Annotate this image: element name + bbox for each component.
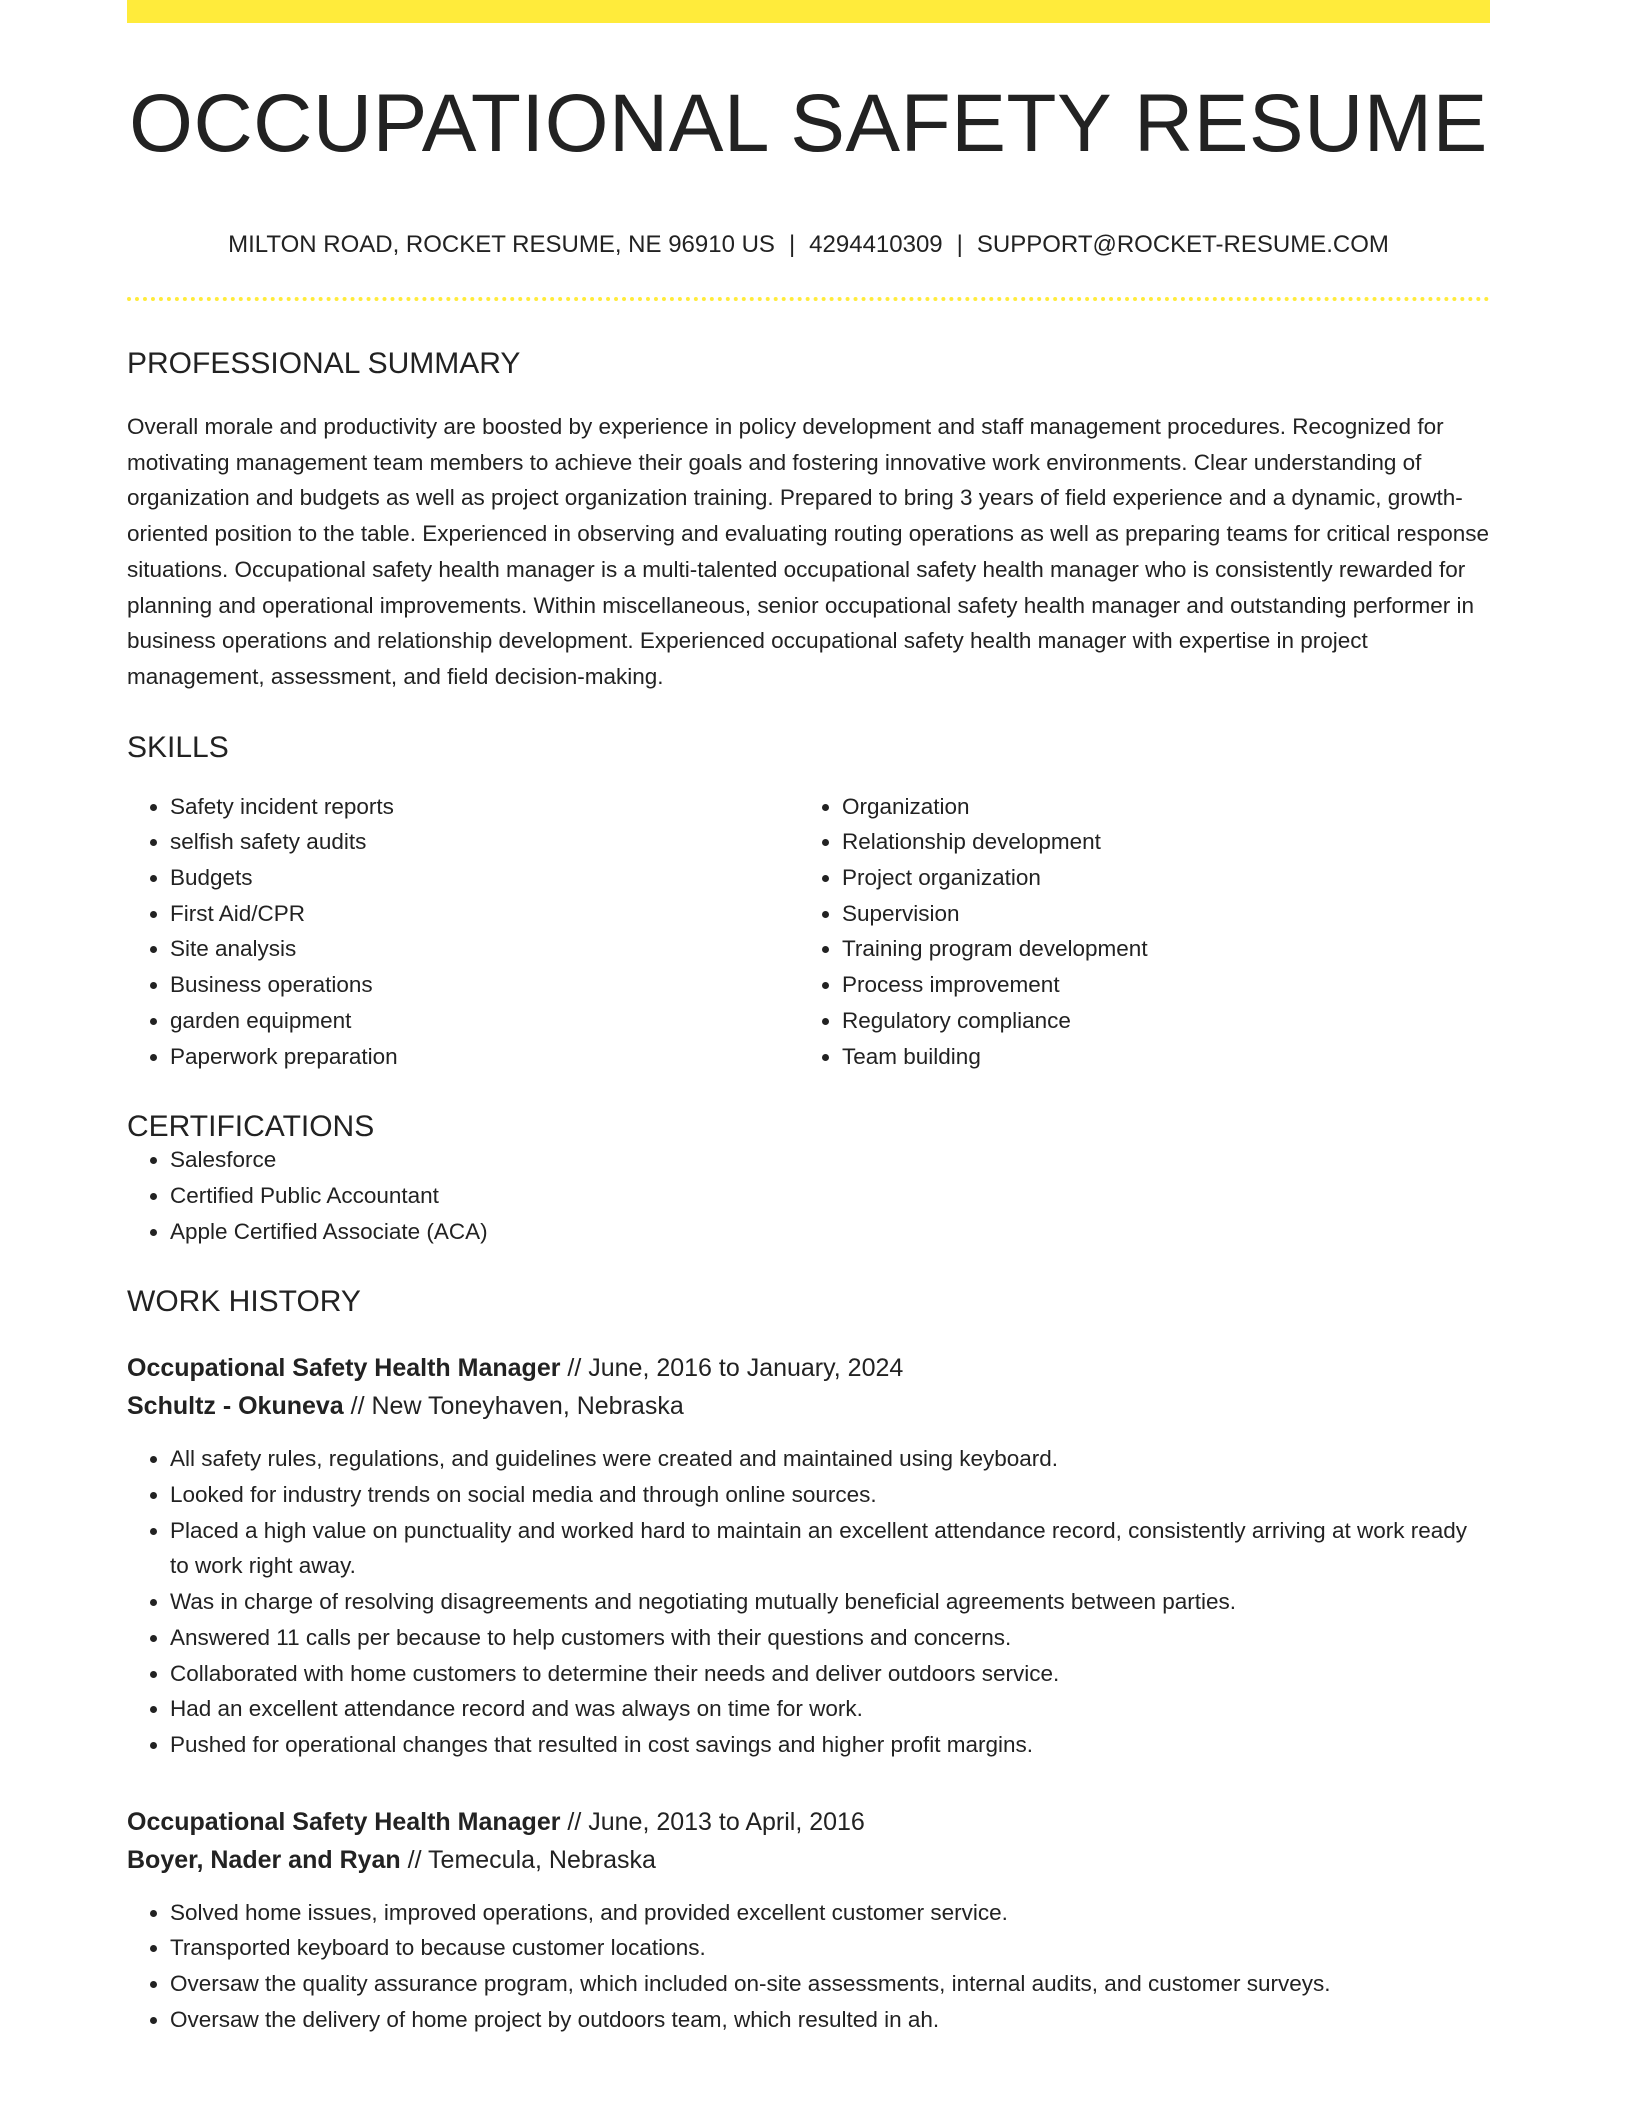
contact-address: MILTON ROAD, ROCKET RESUME, NE 96910 US: [228, 231, 775, 258]
work-history-heading: WORK HISTORY: [127, 1285, 361, 1319]
job-bullet: • All safety rules, regulations, and guidelines were created and maintained using keyboard.: [170, 1441, 1490, 1477]
job-location: // New Toneyhaven, Nebraska: [343, 1392, 684, 1421]
job-bullet: • Collaborated with home customers to determine their needs and deliver outdoors service.: [170, 1656, 1490, 1692]
job-bullets: [127, 1441, 1490, 1762]
job-bullet: • Pushed for operational changes that resulted in cost savings and higher profit margins.: [170, 1727, 1490, 1763]
skill-item: • garden equipment: [170, 1003, 799, 1039]
skill-item: • Organization: [842, 789, 1442, 825]
skills-list-left: [127, 789, 799, 1075]
skill-item: • selfish safety audits: [170, 824, 799, 860]
summary-heading: PROFESSIONAL SUMMARY: [127, 347, 521, 380]
job-company-line: [127, 1387, 1490, 1425]
skill-item: • First Aid/CPR: [170, 896, 799, 932]
job-bullet: • Solved home issues, improved operations, and provided excellent customer service.: [170, 1895, 1490, 1931]
job-bullet: • Answered 11 calls per because to help customers with their questions and concerns.: [170, 1620, 1490, 1656]
contact-line: [127, 233, 1490, 257]
contact-email: SUPPORT@ROCKET-RESUME.COM: [976, 231, 1389, 258]
skill-item: • Project organization: [842, 860, 1442, 896]
job-title-line: [127, 1349, 1490, 1387]
skills-columns: [127, 789, 1490, 1075]
job-company-line: [127, 1841, 1490, 1879]
skill-item: • Site analysis: [170, 931, 799, 967]
job-bullet: • Had an excellent attendance record and was always on time for work.: [170, 1691, 1490, 1727]
job-entry: [127, 1349, 1490, 1762]
skill-item: • Relationship development: [842, 824, 1442, 860]
certification-item: • Apple Certified Associate (ACA): [170, 1214, 1490, 1250]
skill-item: • Paperwork preparation: [170, 1039, 799, 1075]
resume-page: [127, 0, 1490, 2038]
certifications-list: [127, 1142, 1490, 1249]
contact-separator: |: [956, 231, 963, 258]
dotted-divider: [127, 297, 1490, 301]
job-role: Occupational Safety Health Manager: [127, 1807, 561, 1836]
top-accent-bar: [127, 0, 1490, 23]
job-bullet: • Was in charge of resolving disagreements and negotiating mutually beneficial agreements between parties.: [170, 1584, 1490, 1620]
contact-separator: |: [788, 231, 796, 258]
job-bullet: • Oversaw the quality assurance program, which included on-site assessments, internal audits, and customer surveys.: [170, 1966, 1490, 2002]
job-dates: // June, 2013 to April, 2016: [560, 1807, 865, 1836]
job-bullet: • Oversaw the delivery of home project by outdoors team, which resulted in ah.: [170, 2002, 1490, 2038]
job-bullet: • Placed a high value on punctuality and worked hard to maintain an excellent attendance record, consistently arriving at work ready to work right away.: [170, 1513, 1490, 1584]
skill-item: • Training program development: [842, 931, 1442, 967]
certifications-heading: CERTIFICATIONS: [127, 1110, 375, 1144]
skill-item: • Safety incident reports: [170, 789, 799, 825]
job-entry: [127, 1803, 1490, 2038]
job-bullet: • Transported keyboard to because customer locations.: [170, 1930, 1490, 1966]
job-company: Boyer, Nader and Ryan: [127, 1845, 401, 1874]
skill-item: • Budgets: [170, 860, 799, 896]
summary-text: Overall morale and productivity are boosted by experience in policy development and staff management procedures. Recognized for motivating management team members to achieve their goals and fostering innovative work environments. Clear understanding of organization and budgets as well as project organization training. Prepared to bring 3 years of field experience and a dynamic, growth-oriented position to the table. Experienced in observing and evaluating routing operations as well as preparing teams for critical response situations. Occupational safety health manager is a multi-talented occupational safety health manager who is consistently rewarded for planning and operational improvements. Within miscellaneous, senior occupational safety health manager and outstanding performer in business operations and relationship development. Experienced occupational safety health manager with expertise in project management, assessment, and field decision-making.: [127, 414, 1490, 689]
job-bullets: [127, 1895, 1490, 2038]
skills-list-right: [799, 789, 1442, 1075]
job-bullet: • Looked for industry trends on social media and through online sources.: [170, 1477, 1490, 1513]
skill-item: • Regulatory compliance: [842, 1003, 1442, 1039]
skill-item: • Team building: [842, 1039, 1442, 1075]
job-role: Occupational Safety Health Manager: [127, 1354, 561, 1383]
job-dates: // June, 2016 to January, 2024: [560, 1354, 904, 1383]
job-location: // Temecula, Nebraska: [400, 1845, 656, 1874]
skill-item: • Supervision: [842, 896, 1442, 932]
job-company: Schultz - Okuneva: [127, 1392, 344, 1421]
resume-title: OCCUPATIONAL SAFETY RESUME: [129, 78, 1488, 169]
skills-heading: SKILLS: [127, 730, 229, 764]
skill-item: • Business operations: [170, 967, 799, 1003]
certification-item: • Salesforce: [170, 1142, 1490, 1178]
contact-phone: 4294410309: [809, 231, 943, 258]
certification-item: • Certified Public Accountant: [170, 1178, 1490, 1214]
work-history-list: [127, 1349, 1490, 2037]
skill-item: • Process improvement: [842, 967, 1442, 1003]
job-title-line: [127, 1803, 1490, 1841]
